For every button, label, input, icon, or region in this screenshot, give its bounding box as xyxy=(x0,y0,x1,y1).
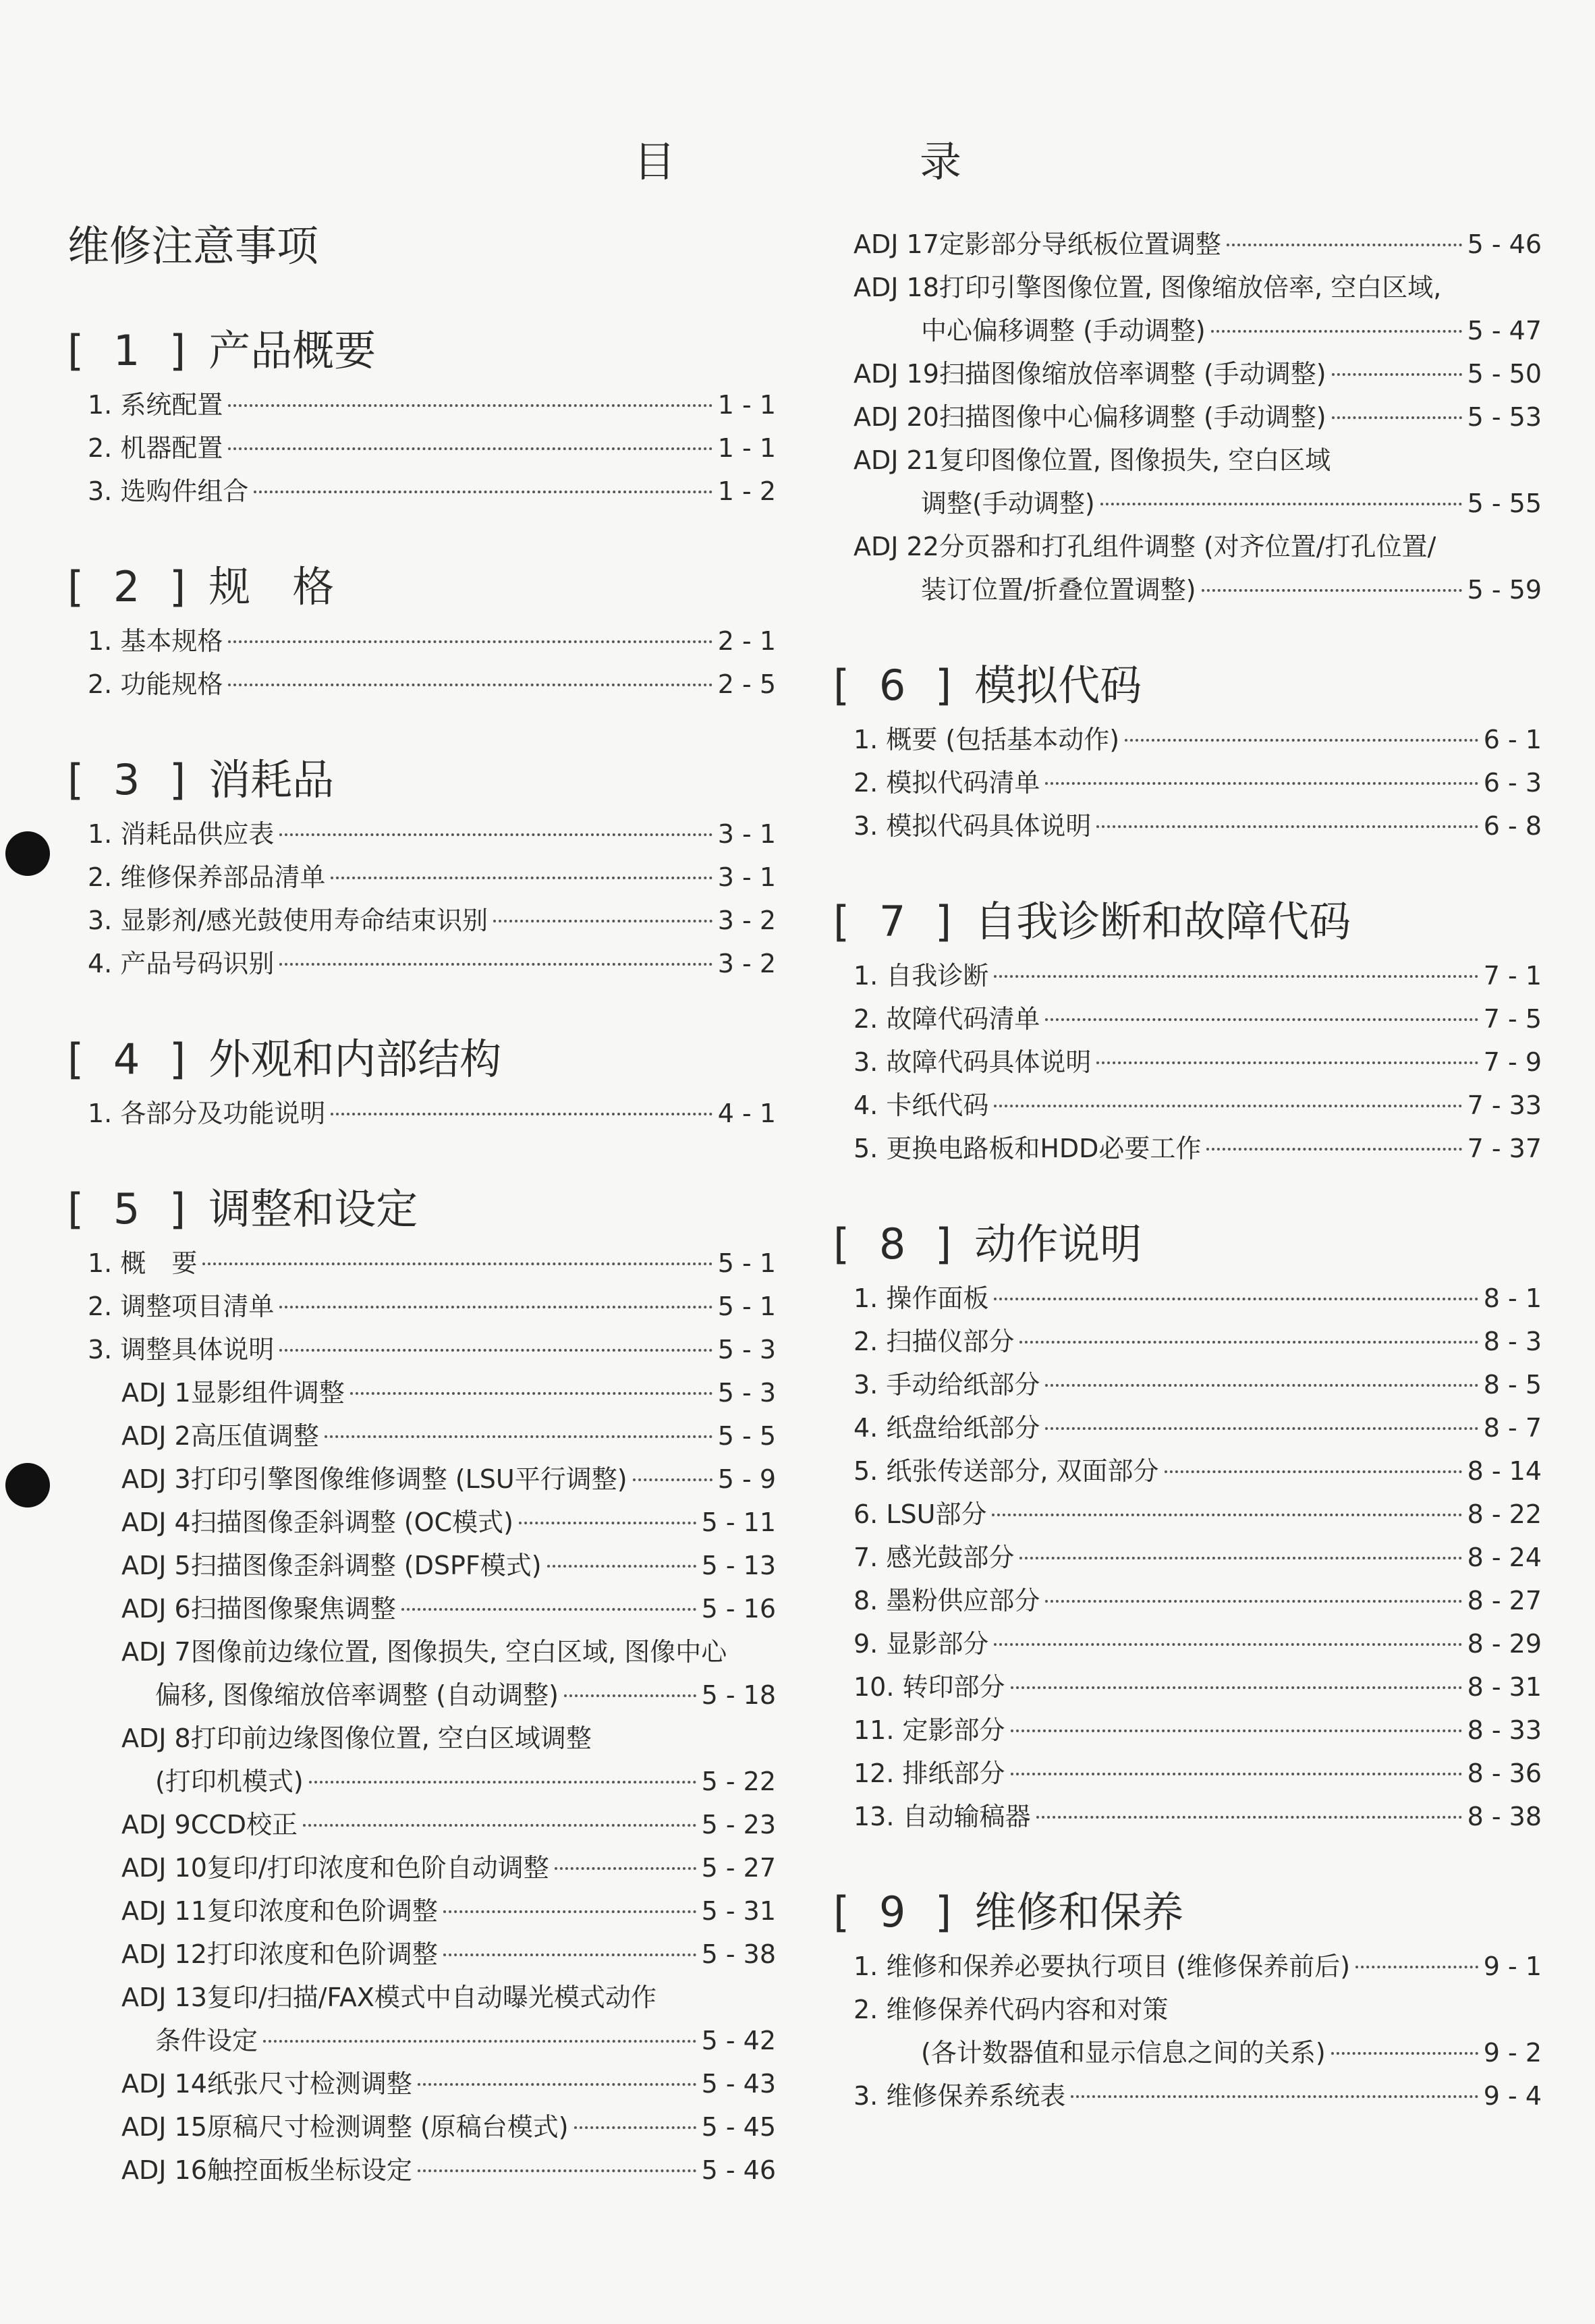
toc-adj-entry[interactable] xyxy=(67,1414,776,1458)
toc-entry-title: ADJ 20扫描图像中心偏移调整 (手动调整) xyxy=(854,402,1326,432)
section-heading[interactable] xyxy=(833,1212,1542,1277)
toc-entry-title: 4. 卡纸代码 xyxy=(854,1090,989,1120)
service-notice-heading[interactable]: 维修注意事项 xyxy=(67,221,319,271)
toc-right-column xyxy=(833,223,1542,2118)
toc-entry-title: 3. 调整具体说明 xyxy=(88,1335,275,1364)
toc-entry-title: ADJ 18打印引擎图像位置, 图像缩放倍率, 空白区域, xyxy=(854,273,1442,302)
toc-entry[interactable] xyxy=(833,1709,1542,1752)
section-heading[interactable] xyxy=(833,889,1542,954)
toc-entry-title: 中心偏移调整 (手动调整) xyxy=(921,316,1206,345)
toc-adj-entry-continued[interactable] xyxy=(67,2019,776,2062)
dot-leader xyxy=(303,1824,696,1827)
toc-entry-title: 7. 感光鼓部分 xyxy=(854,1543,1015,1572)
toc-entry-page: 5 - 43 xyxy=(701,2069,776,2099)
toc-adj-entry-continued[interactable] xyxy=(833,482,1542,525)
toc-entry-title: 3. 故障代码具体说明 xyxy=(854,1047,1092,1077)
section-heading[interactable] xyxy=(67,555,776,619)
section-heading[interactable] xyxy=(67,1027,776,1092)
toc-entry-page: 5 - 1 xyxy=(717,1248,776,1278)
toc-entry-page: 8 - 36 xyxy=(1467,1759,1542,1788)
toc-entry-page: 9 - 2 xyxy=(1483,2038,1542,2068)
toc-entry[interactable] xyxy=(67,663,776,706)
toc-entry[interactable] xyxy=(833,1084,1542,1127)
toc-entry-page: 5 - 9 xyxy=(717,1464,776,1494)
section-number: [ 4 ] xyxy=(67,1034,194,1084)
toc-entry-page: 3 - 2 xyxy=(717,906,776,935)
toc-entry-page: 8 - 5 xyxy=(1483,1370,1542,1400)
toc-entry-title: 3. 选购件组合 xyxy=(88,476,249,506)
toc-entry[interactable] xyxy=(67,812,776,856)
toc-entry[interactable] xyxy=(67,1328,776,1371)
toc-entry-title: 2. 机器配置 xyxy=(88,433,223,463)
dot-leader xyxy=(228,640,712,643)
dot-leader xyxy=(443,1910,696,1913)
dot-leader xyxy=(279,1306,712,1308)
toc-entry-page: 5 - 27 xyxy=(701,1853,776,1883)
toc-entry-title: ADJ 10复印/打印浓度和色阶自动调整 xyxy=(121,1853,549,1883)
toc-section xyxy=(67,1027,776,1135)
dot-leader xyxy=(1332,373,1462,376)
section-number: [ 7 ] xyxy=(833,897,960,946)
dot-leader xyxy=(493,920,712,922)
toc-entry[interactable] xyxy=(833,1406,1542,1449)
toc-entry-page: 5 - 45 xyxy=(701,2112,776,2142)
toc-entry-page: 5 - 53 xyxy=(1467,402,1542,432)
toc-entry-title: 1. 消耗品供应表 xyxy=(88,819,275,849)
toc-adj-entry[interactable] xyxy=(67,1933,776,1976)
toc-entry-title: ADJ 12打印浓度和色阶调整 xyxy=(121,1939,438,1969)
dot-leader xyxy=(994,1105,1461,1107)
dot-leader xyxy=(331,877,712,879)
toc-entry-title: 条件设定 xyxy=(155,2026,258,2055)
toc-entry[interactable] xyxy=(833,1945,1542,1988)
dot-leader xyxy=(1096,825,1478,828)
toc-entry[interactable] xyxy=(833,1277,1542,1320)
toc-entry-page: 5 - 59 xyxy=(1467,575,1542,605)
section-number: [ 8 ] xyxy=(833,1219,960,1269)
toc-entry-page: 8 - 7 xyxy=(1483,1413,1542,1443)
toc-section xyxy=(67,748,776,985)
dot-leader xyxy=(994,975,1478,978)
toc-entry-title: 9. 显影部分 xyxy=(854,1629,989,1659)
section-name: 调整和设定 xyxy=(208,1184,418,1234)
dot-leader xyxy=(574,2126,696,2129)
dot-leader xyxy=(1036,1816,1462,1819)
toc-entry[interactable] xyxy=(833,1579,1542,1622)
toc-entry-title: ADJ 3打印引擎图像维修调整 (LSU平行调整) xyxy=(121,1464,627,1494)
toc-entry[interactable] xyxy=(833,2074,1542,2118)
toc-entry[interactable] xyxy=(67,1092,776,1135)
toc-adj-entry[interactable] xyxy=(67,1976,776,2019)
toc-entry-title: ADJ 7图像前边缘位置, 图像损失, 空白区域, 图像中心 xyxy=(121,1637,727,1667)
toc-adj-entry[interactable] xyxy=(67,1717,776,1760)
section-name: 自我诊断和故障代码 xyxy=(974,897,1351,946)
toc-entry-title: 8. 墨粉供应部分 xyxy=(854,1586,1040,1615)
toc-entry-title: 3. 手动给纸部分 xyxy=(854,1370,1040,1400)
section-number: [ 3 ] xyxy=(67,755,194,804)
toc-section xyxy=(67,1177,776,2192)
toc-adj-entry-continued[interactable] xyxy=(67,1673,776,1717)
toc-section xyxy=(833,889,1542,1170)
dot-leader xyxy=(1331,2052,1478,2055)
section-heading[interactable] xyxy=(833,1880,1542,1945)
toc-adj-entry[interactable] xyxy=(67,1371,776,1414)
toc-entry-title: 2. 维修保养代码内容和对策 xyxy=(854,1995,1169,2024)
toc-entry-page: 5 - 42 xyxy=(701,2026,776,2055)
dot-leader xyxy=(228,404,712,407)
section-heading[interactable] xyxy=(67,319,776,383)
toc-entry-page: 5 - 47 xyxy=(1467,316,1542,345)
toc-entry-page: 8 - 22 xyxy=(1467,1499,1542,1529)
binder-hole-top xyxy=(5,831,50,876)
toc-entry-page: 5 - 46 xyxy=(1467,229,1542,259)
toc-entry-page: 5 - 11 xyxy=(701,1507,776,1537)
toc-entry[interactable] xyxy=(833,1795,1542,1838)
dot-leader xyxy=(1355,1966,1478,1968)
toc-entry-page: 5 - 50 xyxy=(1467,359,1542,389)
toc-entry-title: 11. 定影部分 xyxy=(854,1715,1005,1745)
toc-adj-entry[interactable] xyxy=(67,1630,776,1673)
toc-entry[interactable] xyxy=(67,470,776,513)
toc-entry-page: 2 - 1 xyxy=(717,626,776,656)
dot-leader xyxy=(228,447,712,450)
dot-leader xyxy=(1011,1773,1462,1775)
toc-entry-page: 5 - 1 xyxy=(717,1292,776,1321)
dot-leader xyxy=(309,1781,696,1783)
dot-leader xyxy=(1125,739,1478,742)
toc-entry-page: 2 - 5 xyxy=(717,669,776,699)
dot-leader xyxy=(1045,1018,1478,1021)
toc-entry-title: ADJ 13复印/扫描/FAX模式中自动曝光模式动作 xyxy=(121,1983,656,2012)
toc-entry-title: 2. 扫描仪部分 xyxy=(854,1327,1015,1356)
toc-entry-page: 6 - 3 xyxy=(1483,768,1542,798)
toc-adj-entry[interactable] xyxy=(833,223,1542,266)
toc-entry[interactable] xyxy=(833,1622,1542,1665)
toc-entry-title: ADJ 5扫描图像歪斜调整 (DSPF模式) xyxy=(121,1551,542,1580)
dot-leader xyxy=(1045,1384,1478,1387)
dot-leader xyxy=(555,1867,696,1870)
toc-entry-title: 1. 基本规格 xyxy=(88,626,223,656)
toc-entry[interactable] xyxy=(67,942,776,985)
toc-adj-entry[interactable] xyxy=(67,1803,776,1846)
toc-entry-page: 3 - 1 xyxy=(717,862,776,892)
toc-adj-entry[interactable] xyxy=(67,2105,776,2149)
dot-leader xyxy=(1045,1427,1478,1430)
section-name: 外观和内部结构 xyxy=(208,1034,502,1084)
section-heading[interactable] xyxy=(67,748,776,812)
toc-entry-page: 7 - 33 xyxy=(1467,1090,1542,1120)
toc-entry-page: 5 - 22 xyxy=(701,1767,776,1796)
toc-entry[interactable] xyxy=(833,1752,1542,1795)
toc-entry-page: 8 - 14 xyxy=(1467,1456,1542,1486)
toc-entry[interactable] xyxy=(833,1493,1542,1536)
toc-entry-page: 3 - 1 xyxy=(717,819,776,849)
toc-adj-entry[interactable] xyxy=(833,525,1542,568)
toc-left-column xyxy=(67,216,776,2192)
toc-adj-entry[interactable] xyxy=(67,1889,776,1933)
dot-leader xyxy=(1045,1600,1461,1603)
toc-entry[interactable] xyxy=(67,899,776,942)
section-number: [ 6 ] xyxy=(833,661,960,710)
toc-entry[interactable] xyxy=(833,1127,1542,1170)
dot-leader xyxy=(331,1113,712,1115)
toc-entry-title: 2. 调整项目清单 xyxy=(88,1292,275,1321)
toc-entry-page: 5 - 18 xyxy=(701,1680,776,1710)
toc-adj-entry[interactable] xyxy=(67,1544,776,1587)
toc-entry-title: (打印机模式) xyxy=(155,1767,304,1796)
toc-section xyxy=(833,653,1542,848)
page-title: 目 录 xyxy=(633,137,1063,186)
toc-entry-title: ADJ 11复印浓度和色阶调整 xyxy=(121,1896,438,1926)
toc-entry[interactable] xyxy=(833,1320,1542,1363)
dot-leader xyxy=(1045,782,1478,785)
dot-leader xyxy=(1202,589,1462,592)
toc-adj-entry[interactable] xyxy=(833,266,1542,309)
toc-entry-title: ADJ 21复印图像位置, 图像损失, 空白区域 xyxy=(854,445,1331,475)
section-name: 产品概要 xyxy=(208,326,376,375)
toc-entry-page: 8 - 3 xyxy=(1483,1327,1542,1356)
dot-leader xyxy=(633,1478,712,1481)
toc-entry-page: 1 - 1 xyxy=(717,433,776,463)
dot-leader xyxy=(547,1565,696,1568)
toc-entry-continued[interactable] xyxy=(833,2031,1542,2074)
binder-hole-bottom xyxy=(5,1463,50,1507)
toc-entry[interactable] xyxy=(833,1536,1542,1579)
toc-entry-title: 1. 概要 (包括基本动作) xyxy=(854,725,1120,754)
toc-entry-page: 5 - 5 xyxy=(717,1421,776,1451)
toc-entry-title: (各计数器值和显示信息之间的关系) xyxy=(921,2038,1326,2068)
toc-entry-page: 6 - 8 xyxy=(1483,811,1542,841)
toc-entry-page: 8 - 38 xyxy=(1467,1802,1542,1831)
toc-entry-title: 3. 显影剂/感光鼓使用寿命结束识别 xyxy=(88,906,488,935)
toc-entry-page: 6 - 1 xyxy=(1483,725,1542,754)
dot-leader xyxy=(1019,1341,1478,1344)
toc-entry[interactable] xyxy=(833,954,1542,997)
toc-entry-page: 5 - 13 xyxy=(701,1551,776,1580)
dot-leader xyxy=(1071,2095,1478,2098)
toc-entry-page: 5 - 16 xyxy=(701,1594,776,1624)
toc-entry-title: 1. 维修和保养必要执行项目 (维修保养前后) xyxy=(854,1952,1351,1981)
toc-section xyxy=(833,1880,1542,2118)
section-name: 动作说明 xyxy=(974,1219,1142,1269)
toc-entry[interactable] xyxy=(67,1242,776,1285)
dot-leader xyxy=(564,1694,696,1697)
toc-entry-page: 3 - 2 xyxy=(717,949,776,978)
toc-entry-title: 12. 排纸部分 xyxy=(854,1759,1005,1788)
toc-entry-title: 2. 故障代码清单 xyxy=(854,1004,1040,1034)
toc-entry-title: 5. 纸张传送部分, 双面部分 xyxy=(854,1456,1159,1486)
toc-entry-page: 1 - 2 xyxy=(717,476,776,506)
toc-entry-title: ADJ 1显影组件调整 xyxy=(121,1378,345,1408)
toc-section xyxy=(833,1212,1542,1838)
dot-leader xyxy=(1165,1470,1462,1473)
toc-entry-page: 7 - 37 xyxy=(1467,1134,1542,1163)
dot-leader xyxy=(1019,1557,1461,1559)
toc-entry-page: 8 - 1 xyxy=(1483,1283,1542,1313)
toc-entry-page: 7 - 5 xyxy=(1483,1004,1542,1034)
toc-entry[interactable] xyxy=(833,804,1542,848)
dot-leader xyxy=(1100,503,1462,505)
section-number: [ 2 ] xyxy=(67,562,194,611)
toc-adj-entry[interactable] xyxy=(67,2149,776,2192)
toc-entry-title: ADJ 17定影部分导纸板位置调整 xyxy=(854,229,1221,259)
section-name: 维修和保养 xyxy=(974,1887,1184,1937)
dot-leader xyxy=(401,1608,696,1611)
toc-entry-title: 2. 模拟代码清单 xyxy=(854,768,1040,798)
toc-entry-title: ADJ 15原稿尺寸检测调整 (原稿台模式) xyxy=(121,2112,569,2142)
toc-entry-title: 1. 系统配置 xyxy=(88,390,223,420)
dot-leader xyxy=(1206,1148,1461,1151)
toc-adj-entry[interactable] xyxy=(67,2062,776,2105)
dot-leader xyxy=(418,2083,696,2086)
toc-entry-page: 5 - 31 xyxy=(701,1896,776,1926)
toc-entry-title: ADJ 4扫描图像歪斜调整 (OC模式) xyxy=(121,1507,513,1537)
dot-leader xyxy=(1332,416,1462,419)
toc-entry-page: 8 - 31 xyxy=(1467,1672,1542,1702)
toc-entry-page: 7 - 9 xyxy=(1483,1047,1542,1077)
toc-entry-page: 7 - 1 xyxy=(1483,961,1542,991)
toc-entry-page: 5 - 55 xyxy=(1467,489,1542,518)
dot-leader xyxy=(279,1349,712,1352)
toc-entry-title: 装订位置/折叠位置调整) xyxy=(921,575,1196,605)
dot-leader xyxy=(994,1298,1478,1300)
toc-entry-title: 1. 操作面板 xyxy=(854,1283,989,1313)
toc-entry-page: 8 - 24 xyxy=(1467,1543,1542,1572)
section-number: [ 1 ] xyxy=(67,326,194,375)
dot-leader xyxy=(1211,330,1462,333)
toc-entry[interactable] xyxy=(67,619,776,663)
toc-entry-title: 偏移, 图像缩放倍率调整 (自动调整) xyxy=(155,1680,559,1710)
toc-entry-title: 1. 概 要 xyxy=(88,1248,198,1278)
dot-leader xyxy=(325,1435,712,1438)
toc-entry[interactable] xyxy=(833,761,1542,804)
toc-entry-title: 3. 维修保养系统表 xyxy=(854,2081,1066,2111)
toc-adj-entry[interactable] xyxy=(833,352,1542,395)
toc-entry-page: 8 - 29 xyxy=(1467,1629,1542,1659)
dot-leader xyxy=(1227,244,1462,246)
toc-entry-title: 10. 转印部分 xyxy=(854,1672,1005,1702)
dot-leader xyxy=(443,1954,696,1956)
dot-leader xyxy=(254,491,712,493)
section-name: 消耗品 xyxy=(208,755,335,804)
section-number: [ 9 ] xyxy=(833,1887,960,1937)
toc-entry[interactable] xyxy=(67,1285,776,1328)
toc-entry[interactable] xyxy=(833,997,1542,1041)
dot-leader xyxy=(228,684,712,686)
section-heading[interactable] xyxy=(833,653,1542,718)
dot-leader xyxy=(519,1522,696,1524)
toc-section xyxy=(67,555,776,706)
toc-entry[interactable] xyxy=(833,1665,1542,1709)
dot-leader xyxy=(279,963,712,966)
toc-entry-title: ADJ 14纸张尺寸检测调整 xyxy=(121,2069,412,2099)
toc-entry-page: 8 - 27 xyxy=(1467,1586,1542,1615)
toc-entry[interactable] xyxy=(833,718,1542,761)
section-heading[interactable] xyxy=(67,1177,776,1242)
toc-adj-entry[interactable] xyxy=(67,1846,776,1889)
toc-entry-title: ADJ 16触控面板坐标设定 xyxy=(121,2155,412,2185)
toc-entry[interactable] xyxy=(833,1449,1542,1493)
toc-entry-page: 1 - 1 xyxy=(717,390,776,420)
toc-entry-page: 5 - 3 xyxy=(717,1335,776,1364)
dot-leader xyxy=(350,1392,712,1395)
toc-entry[interactable] xyxy=(67,856,776,899)
dot-leader xyxy=(1011,1730,1462,1732)
dot-leader xyxy=(1096,1061,1478,1064)
toc-entry[interactable] xyxy=(833,1988,1542,2031)
section-name: 模拟代码 xyxy=(974,661,1142,710)
toc-entry-title: 调整(手动调整) xyxy=(921,489,1095,518)
dot-leader xyxy=(418,2169,696,2172)
toc-adj-entry[interactable] xyxy=(833,439,1542,482)
dot-leader xyxy=(992,1514,1461,1516)
toc-entry-page: 9 - 4 xyxy=(1483,2081,1542,2111)
toc-entry-title: 1. 自我诊断 xyxy=(854,961,989,991)
toc-entry-title: ADJ 22分页器和打孔组件调整 (对齐位置/打孔位置/ xyxy=(854,532,1436,561)
toc-entry[interactable] xyxy=(833,1041,1542,1084)
toc-entry-page: 8 - 33 xyxy=(1467,1715,1542,1745)
toc-adj-entry[interactable] xyxy=(67,1458,776,1501)
toc-entry[interactable] xyxy=(67,383,776,426)
toc-entry-title: 4. 纸盘给纸部分 xyxy=(854,1413,1040,1443)
dot-leader xyxy=(263,2040,696,2043)
toc-entry-page: 5 - 38 xyxy=(701,1939,776,1969)
toc-section xyxy=(67,319,776,513)
toc-entry[interactable] xyxy=(67,426,776,470)
toc-entry-title: ADJ 6扫描图像聚焦调整 xyxy=(121,1594,396,1624)
toc-adj-entry-continued[interactable] xyxy=(833,568,1542,611)
toc-entry-title: 3. 模拟代码具体说明 xyxy=(854,811,1092,841)
dot-leader xyxy=(994,1643,1461,1646)
toc-entry-title: ADJ 19扫描图像缩放倍率调整 (手动调整) xyxy=(854,359,1326,389)
toc-entry-title: 2. 功能规格 xyxy=(88,669,223,699)
dot-leader xyxy=(279,833,712,836)
toc-entry-page: 5 - 23 xyxy=(701,1810,776,1839)
toc-entry-title: 1. 各部分及功能说明 xyxy=(88,1099,326,1128)
toc-entry-page: 5 - 46 xyxy=(701,2155,776,2185)
toc-adj-entry-continued[interactable] xyxy=(67,1760,776,1803)
toc-adj-entry[interactable] xyxy=(67,1587,776,1630)
toc-entry-page: 4 - 1 xyxy=(717,1099,776,1128)
section-name: 规 格 xyxy=(208,562,335,611)
toc-entry-title: 2. 维修保养部品清单 xyxy=(88,862,326,892)
toc-entry-title: 5. 更换电路板和HDD必要工作 xyxy=(854,1134,1202,1163)
section-number: [ 5 ] xyxy=(67,1184,194,1234)
toc-entry[interactable] xyxy=(833,1363,1542,1406)
toc-entry-title: ADJ 8打印前边缘图像位置, 空白区域调整 xyxy=(121,1723,592,1753)
toc-entry-title: 6. LSU部分 xyxy=(854,1499,987,1529)
toc-adj-entry-continued[interactable] xyxy=(833,309,1542,352)
dot-leader xyxy=(1011,1686,1462,1689)
toc-entry-page: 9 - 1 xyxy=(1483,1952,1542,1981)
toc-entry-title: 4. 产品号码识别 xyxy=(88,949,275,978)
toc-entry-title: ADJ 9CCD校正 xyxy=(121,1810,298,1839)
toc-adj-entry[interactable] xyxy=(833,395,1542,439)
toc-entry-title: ADJ 2高压值调整 xyxy=(121,1421,319,1451)
dot-leader xyxy=(202,1263,712,1265)
toc-entry-title: 13. 自动输稿器 xyxy=(854,1802,1031,1831)
toc-adj-entry[interactable] xyxy=(67,1501,776,1544)
toc-entry-page: 5 - 3 xyxy=(717,1378,776,1408)
